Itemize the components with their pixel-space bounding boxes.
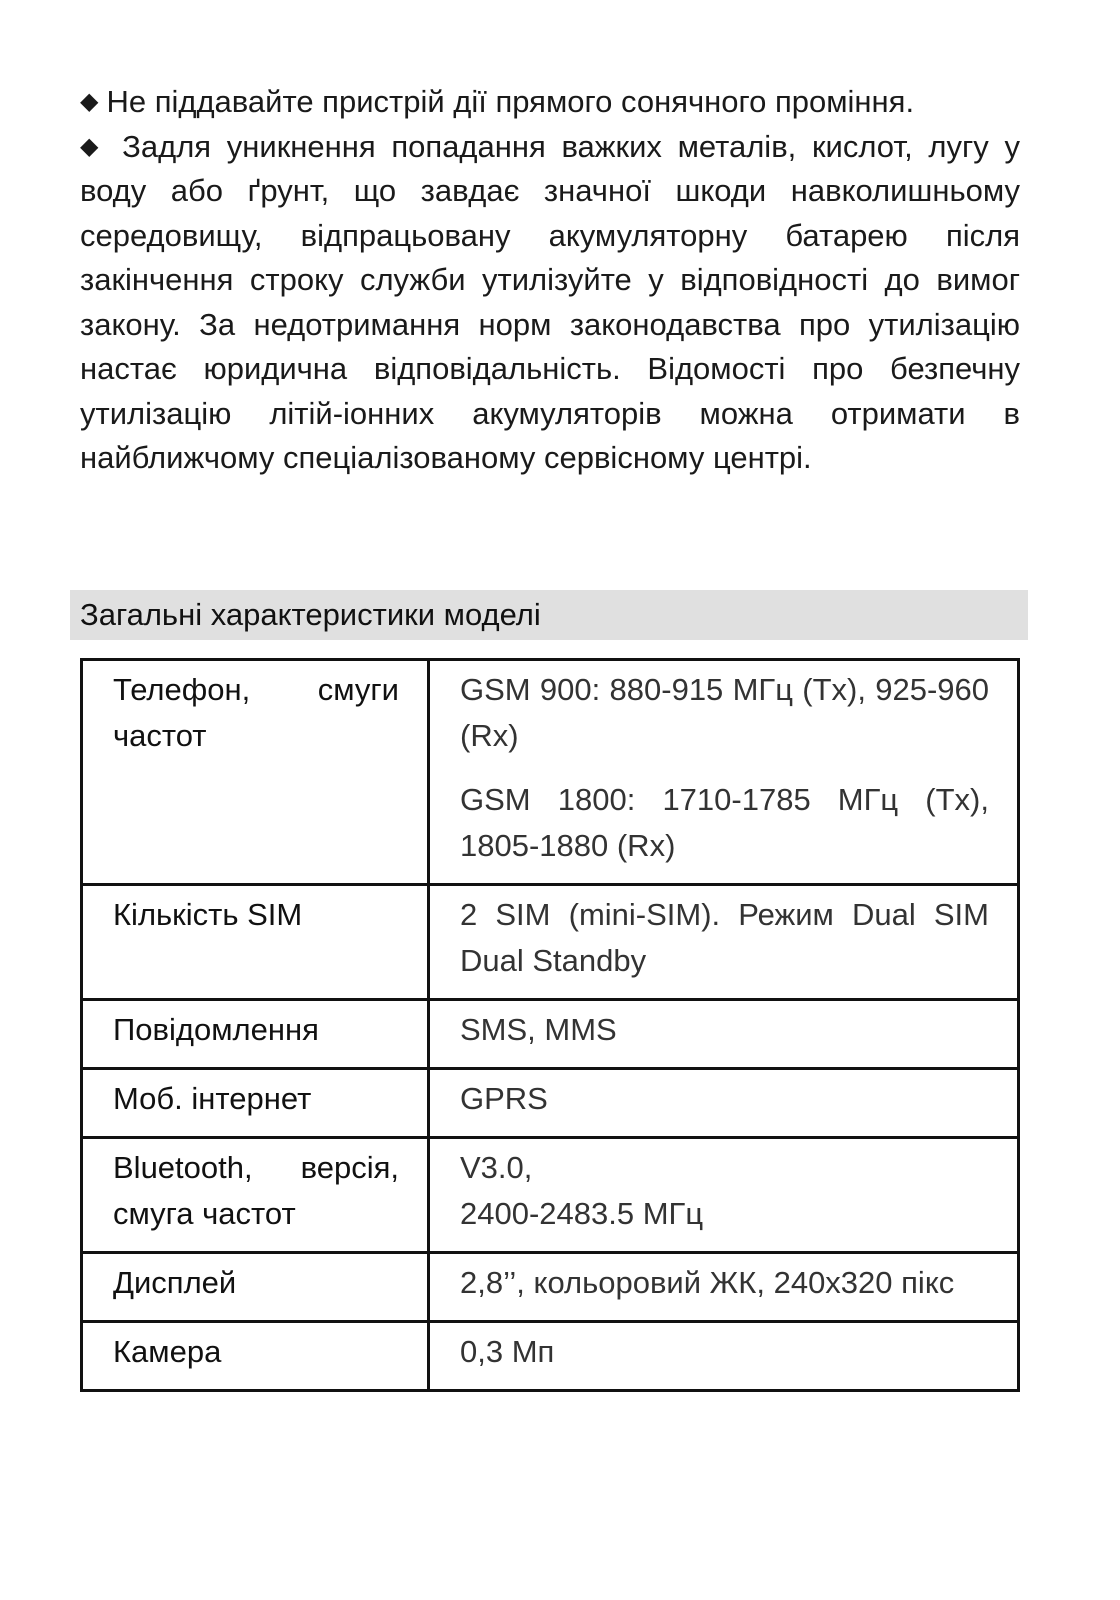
intro-text [80,80,1020,481]
spec-label: Камера [82,1322,429,1391]
spec-value-line: GSM 1800: 1710-1785 МГц (Tx), 1805-1880 (Rx) [460,782,989,863]
spec-label: Дисплей [82,1253,429,1322]
section-header [70,590,1028,640]
spec-value-line: 2 SIM (mini-SIM). Режим Dual SIM Dual Standby [460,897,989,978]
spec-value-line: 0,3 Мп [460,1334,555,1369]
intro-paragraph-2 [80,125,1020,481]
table-row [82,1322,1019,1391]
spec-value-line: GPRS [460,1081,548,1116]
spec-value-line: SMS, MMS [460,1012,617,1047]
table-row [82,1069,1019,1138]
spec-label: Телефон, смуги частот [82,660,429,885]
table-row [82,885,1019,1000]
diamond-bullet-icon: ◆ [80,88,99,115]
specs-table [80,658,1020,1392]
spec-label: Bluetooth, версія, смуга частот [82,1138,429,1253]
spec-value [429,1138,1019,1253]
section-title: Загальні характеристики моделі [80,597,541,632]
spec-label: Моб. інтернет [82,1069,429,1138]
intro-paragraph-1-text: Не піддавайте пристрій дії прямого сонячного проміння. [106,84,915,119]
spec-value-line: GSM 900: 880-915 МГц (Tx), 925-960 (Rx) [460,672,989,753]
diamond-bullet-icon: ◆ [80,132,99,160]
spec-value-line: 2400-2483.5 МГц [460,1196,704,1231]
spec-value [429,1000,1019,1069]
spec-label: Кількість SIM [82,885,429,1000]
spec-value-line: 2,8’’, кольоровий ЖК, 240x320 пікс [460,1265,955,1300]
spec-value [429,1322,1019,1391]
spec-value-line: V3.0, [460,1150,533,1185]
spec-value [429,1253,1019,1322]
spec-value [429,660,1019,885]
table-row [82,1253,1019,1322]
spec-value [429,885,1019,1000]
table-row [82,1000,1019,1069]
table-row [82,1138,1019,1253]
spec-value [429,1069,1019,1138]
intro-paragraph-1 [80,80,1020,125]
intro-paragraph-2-text: Задля уникнення попадання важких металів, кислот, лугу у воду або ґрунт, що завдає значної шкоди навколишньому середовищу, відпрацьовану акумуляторну батарею після закінчення строку служби утилізуйте у відповідності до вимог закону. За недотримання норм законодавства про утилізацію настає юридична відповідальність. Відомості про безпечну утилізацію літій-іонних акумуляторів можна отримати в найближчому спеціалізованому сервісному центрі. [80,128,1020,475]
table-row [82,660,1019,885]
spec-label: Повідомлення [82,1000,429,1069]
